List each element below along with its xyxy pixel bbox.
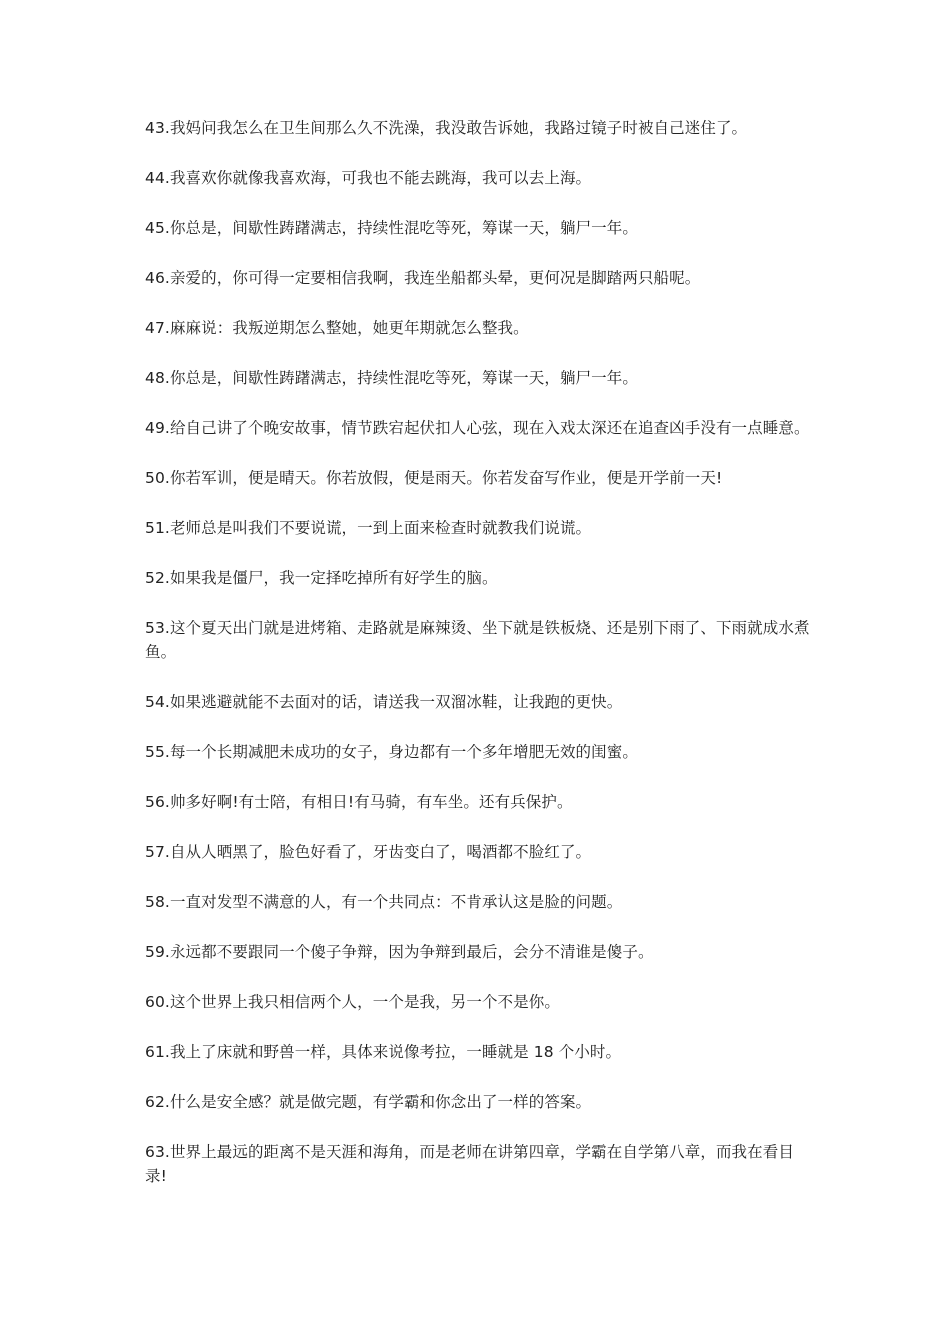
paragraph-61: 61.我上了床就和野兽一样，具体来说像考拉，一睡就是 18 个小时。	[145, 1043, 622, 1061]
document-body	[145, 116, 810, 1214]
paragraph-44: 44.我喜欢你就像我喜欢海，可我也不能去跳海，我可以去上海。	[145, 169, 592, 187]
paragraph-59: 59.永远都不要跟同一个傻子争辩，因为争辩到最后，会分不清谁是傻子。	[145, 943, 654, 961]
paragraph-63: 63.世界上最远的距离不是天涯和海角，而是老师在讲第四章，学霸在自学第八章，而我在看目录!	[145, 1143, 794, 1185]
paragraph-53: 53.这个夏天出门就是进烤箱、走路就是麻辣烫、坐下就是铁板烧、还是别下雨了、下雨就成水煮鱼。	[145, 619, 810, 661]
paragraph-50: 50.你若军训，便是晴天。你若放假，便是雨天。你若发奋写作业，便是开学前一天!	[145, 469, 723, 487]
paragraph-52: 52.如果我是僵尸，我一定择吃掉所有好学生的脑。	[145, 569, 498, 587]
paragraph-43: 43.我妈问我怎么在卫生间那么久不洗澡，我没敢告诉她，我路过镜子时被自己迷住了。	[145, 119, 748, 137]
paragraph-46: 46.亲爱的，你可得一定要相信我啊，我连坐船都头晕，更何况是脚踏两只船呢。	[145, 269, 701, 287]
paragraph-45: 45.你总是，间歇性踌躇满志，持续性混吃等死，筹谋一天，躺尸一年。	[145, 219, 638, 237]
paragraph-56: 56.帅多好啊!有士陪，有相日!有马骑，有车坐。还有兵保护。	[145, 793, 573, 811]
paragraph-58: 58.一直对发型不满意的人，有一个共同点：不肯承认这是脸的问题。	[145, 893, 623, 911]
paragraph-62: 62.什么是安全感？就是做完题，有学霸和你念出了一样的答案。	[145, 1093, 592, 1111]
paragraph-51: 51.老师总是叫我们不要说谎，一到上面来检查时就教我们说谎。	[145, 519, 592, 537]
paragraph-48: 48.你总是，间歇性踌躇满志，持续性混吃等死，筹谋一天，躺尸一年。	[145, 369, 638, 387]
paragraph-60: 60.这个世界上我只相信两个人，一个是我，另一个不是你。	[145, 993, 560, 1011]
paragraph-47: 47.麻麻说：我叛逆期怎么整她，她更年期就怎么整我。	[145, 319, 529, 337]
paragraph-55: 55.每一个长期减肥未成功的女子，身边都有一个多年增肥无效的闺蜜。	[145, 743, 638, 761]
paragraph-57: 57.自从人晒黑了，脸色好看了，牙齿变白了，喝酒都不脸红了。	[145, 843, 592, 861]
paragraph-54: 54.如果逃避就能不去面对的话，请送我一双溜冰鞋，让我跑的更快。	[145, 693, 623, 711]
paragraph-49: 49.给自己讲了个晚安故事，情节跌宕起伏扣人心弦，现在入戏太深还在追查凶手没有一点睡意。	[145, 419, 810, 437]
